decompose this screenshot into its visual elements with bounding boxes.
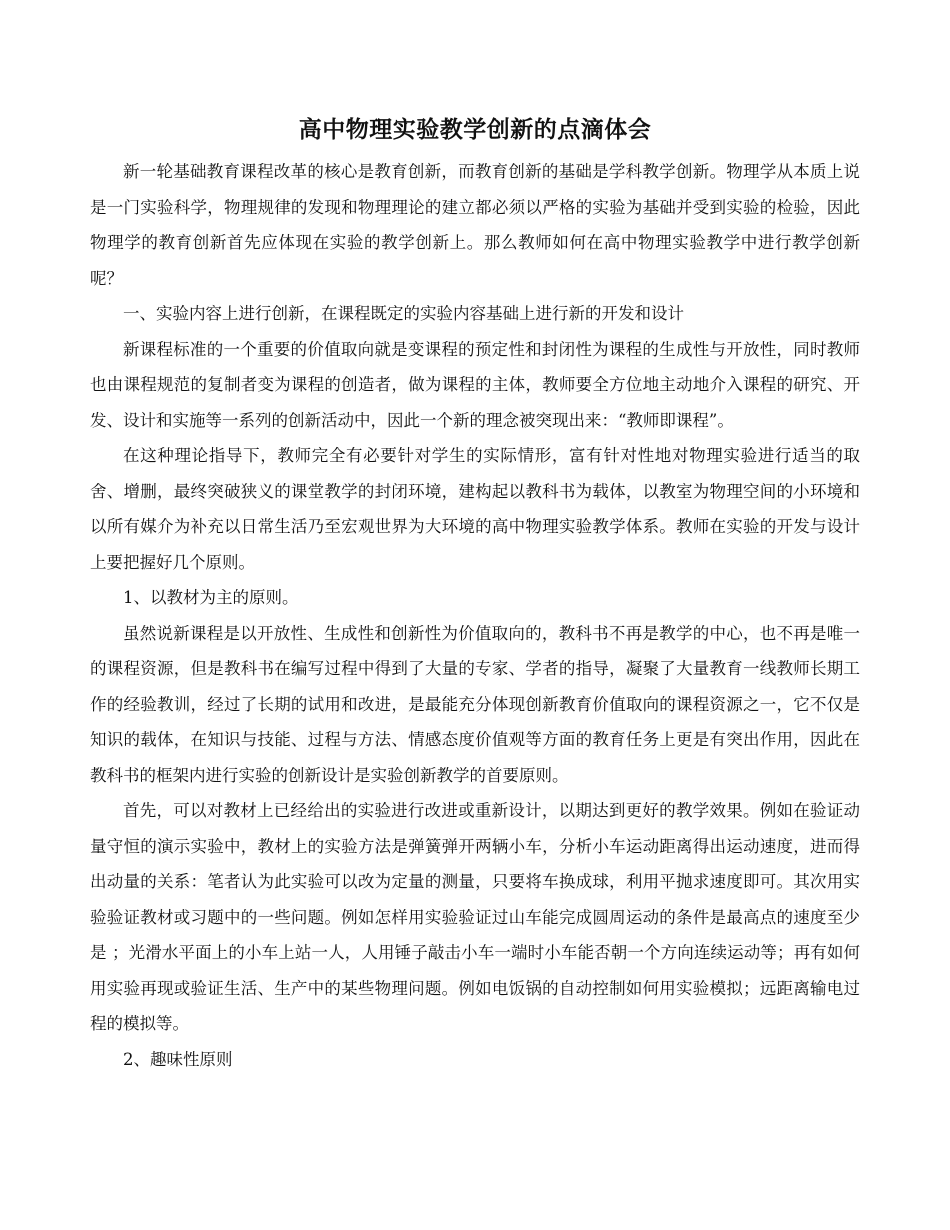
section-heading-1: 一、实验内容上进行创新，在课程既定的实验内容基础上进行新的开发和设计	[123, 304, 684, 323]
paragraph-intro: 新一轮基础教育课程改革的核心是教育创新，而教育创新的基础是学科教学创新。物理学从本质上说是一门实验科学，物理规律的发现和物理理论的建立都必须以严格的实验为基础并受到实验的检验，因此物理学的教育创新首先应体现在实验的教学创新上。那么教师如何在高中物理实验教学中进行教学创新呢？	[90, 162, 860, 288]
paragraph-examples: 首先，可以对教材上已经给出的实验进行改进或重新设计，以期达到更好的教学效果。例如在验证动量守恒的演示实验中，教材上的实验方法是弹簧弹开两辆小车，分析小车运动距离得出运动速度，进而得出动量的关系：笔者认为此实验可以改为定量的测量，只要将车换成球，利用平抛求速度即可。其次用实验验证教材或习题中的一些问题。例如怎样用实验验证过山车能完成圆周运动的条件是最高点的速度至少是 ；光滑水平面上的小车上站一人，人用锤子敲击小车一端时小车能否朝一个方向连续运动等；再有如何用实验再现或验证生活、生产中的某些物理问题。例如电饭锅的自动控制如何用实验模拟；远距离输电过程的模拟等。	[90, 801, 860, 1033]
paragraph-textbook-principle: 虽然说新课程是以开放性、生成性和创新性为价值取向的，教科书不再是教学的中心，也不再是唯一的课程资源，但是教科书在编写过程中得到了大量的专家、学者的指导，凝聚了大量教育一线教师长期工作的经验教训，经过了长期的试用和改进，是最能充分体现创新教育价值取向的课程资源之一，它不仅是知识的载体，在知识与技能、过程与方法、情感态度价值观等方面的教育任务上更是有突出作用，因此在教科书的框架内进行实验的创新设计是实验创新教学的首要原则。	[90, 623, 860, 785]
principle-heading-2: 2、趣味性原则	[123, 1049, 233, 1069]
principle-heading-1: 1、以教材为主的原则。	[123, 588, 299, 607]
document-body	[90, 154, 860, 1077]
paragraph-new-curriculum: 新课程标准的一个重要的价值取向就是变课程的预定性和封闭性为课程的生成性与开放性，同时教师也由课程规范的复制者变为课程的创造者，做为课程的主体，教师要全方位地主动地介入课程的研究、开发、设计和实施等一系列的创新活动中，因此一个新的理念被突现出来：“教师即课程”。	[90, 339, 860, 430]
paragraph-theory-guidance: 在这种理论指导下，教师完全有必要针对学生的实际情形，富有针对性地对物理实验进行适当的取舍、增删，最终突破狭义的课堂教学的封闭环境，建构起以教科书为载体，以教室为物理空间的小环境和以所有媒介为补充以日常生活乃至宏观世界为大环境的高中物理实验教学体系。教师在实验的开发与设计上要把握好几个原则。	[90, 446, 860, 572]
document-title: 高中物理实验教学创新的点滴体会	[298, 116, 652, 143]
